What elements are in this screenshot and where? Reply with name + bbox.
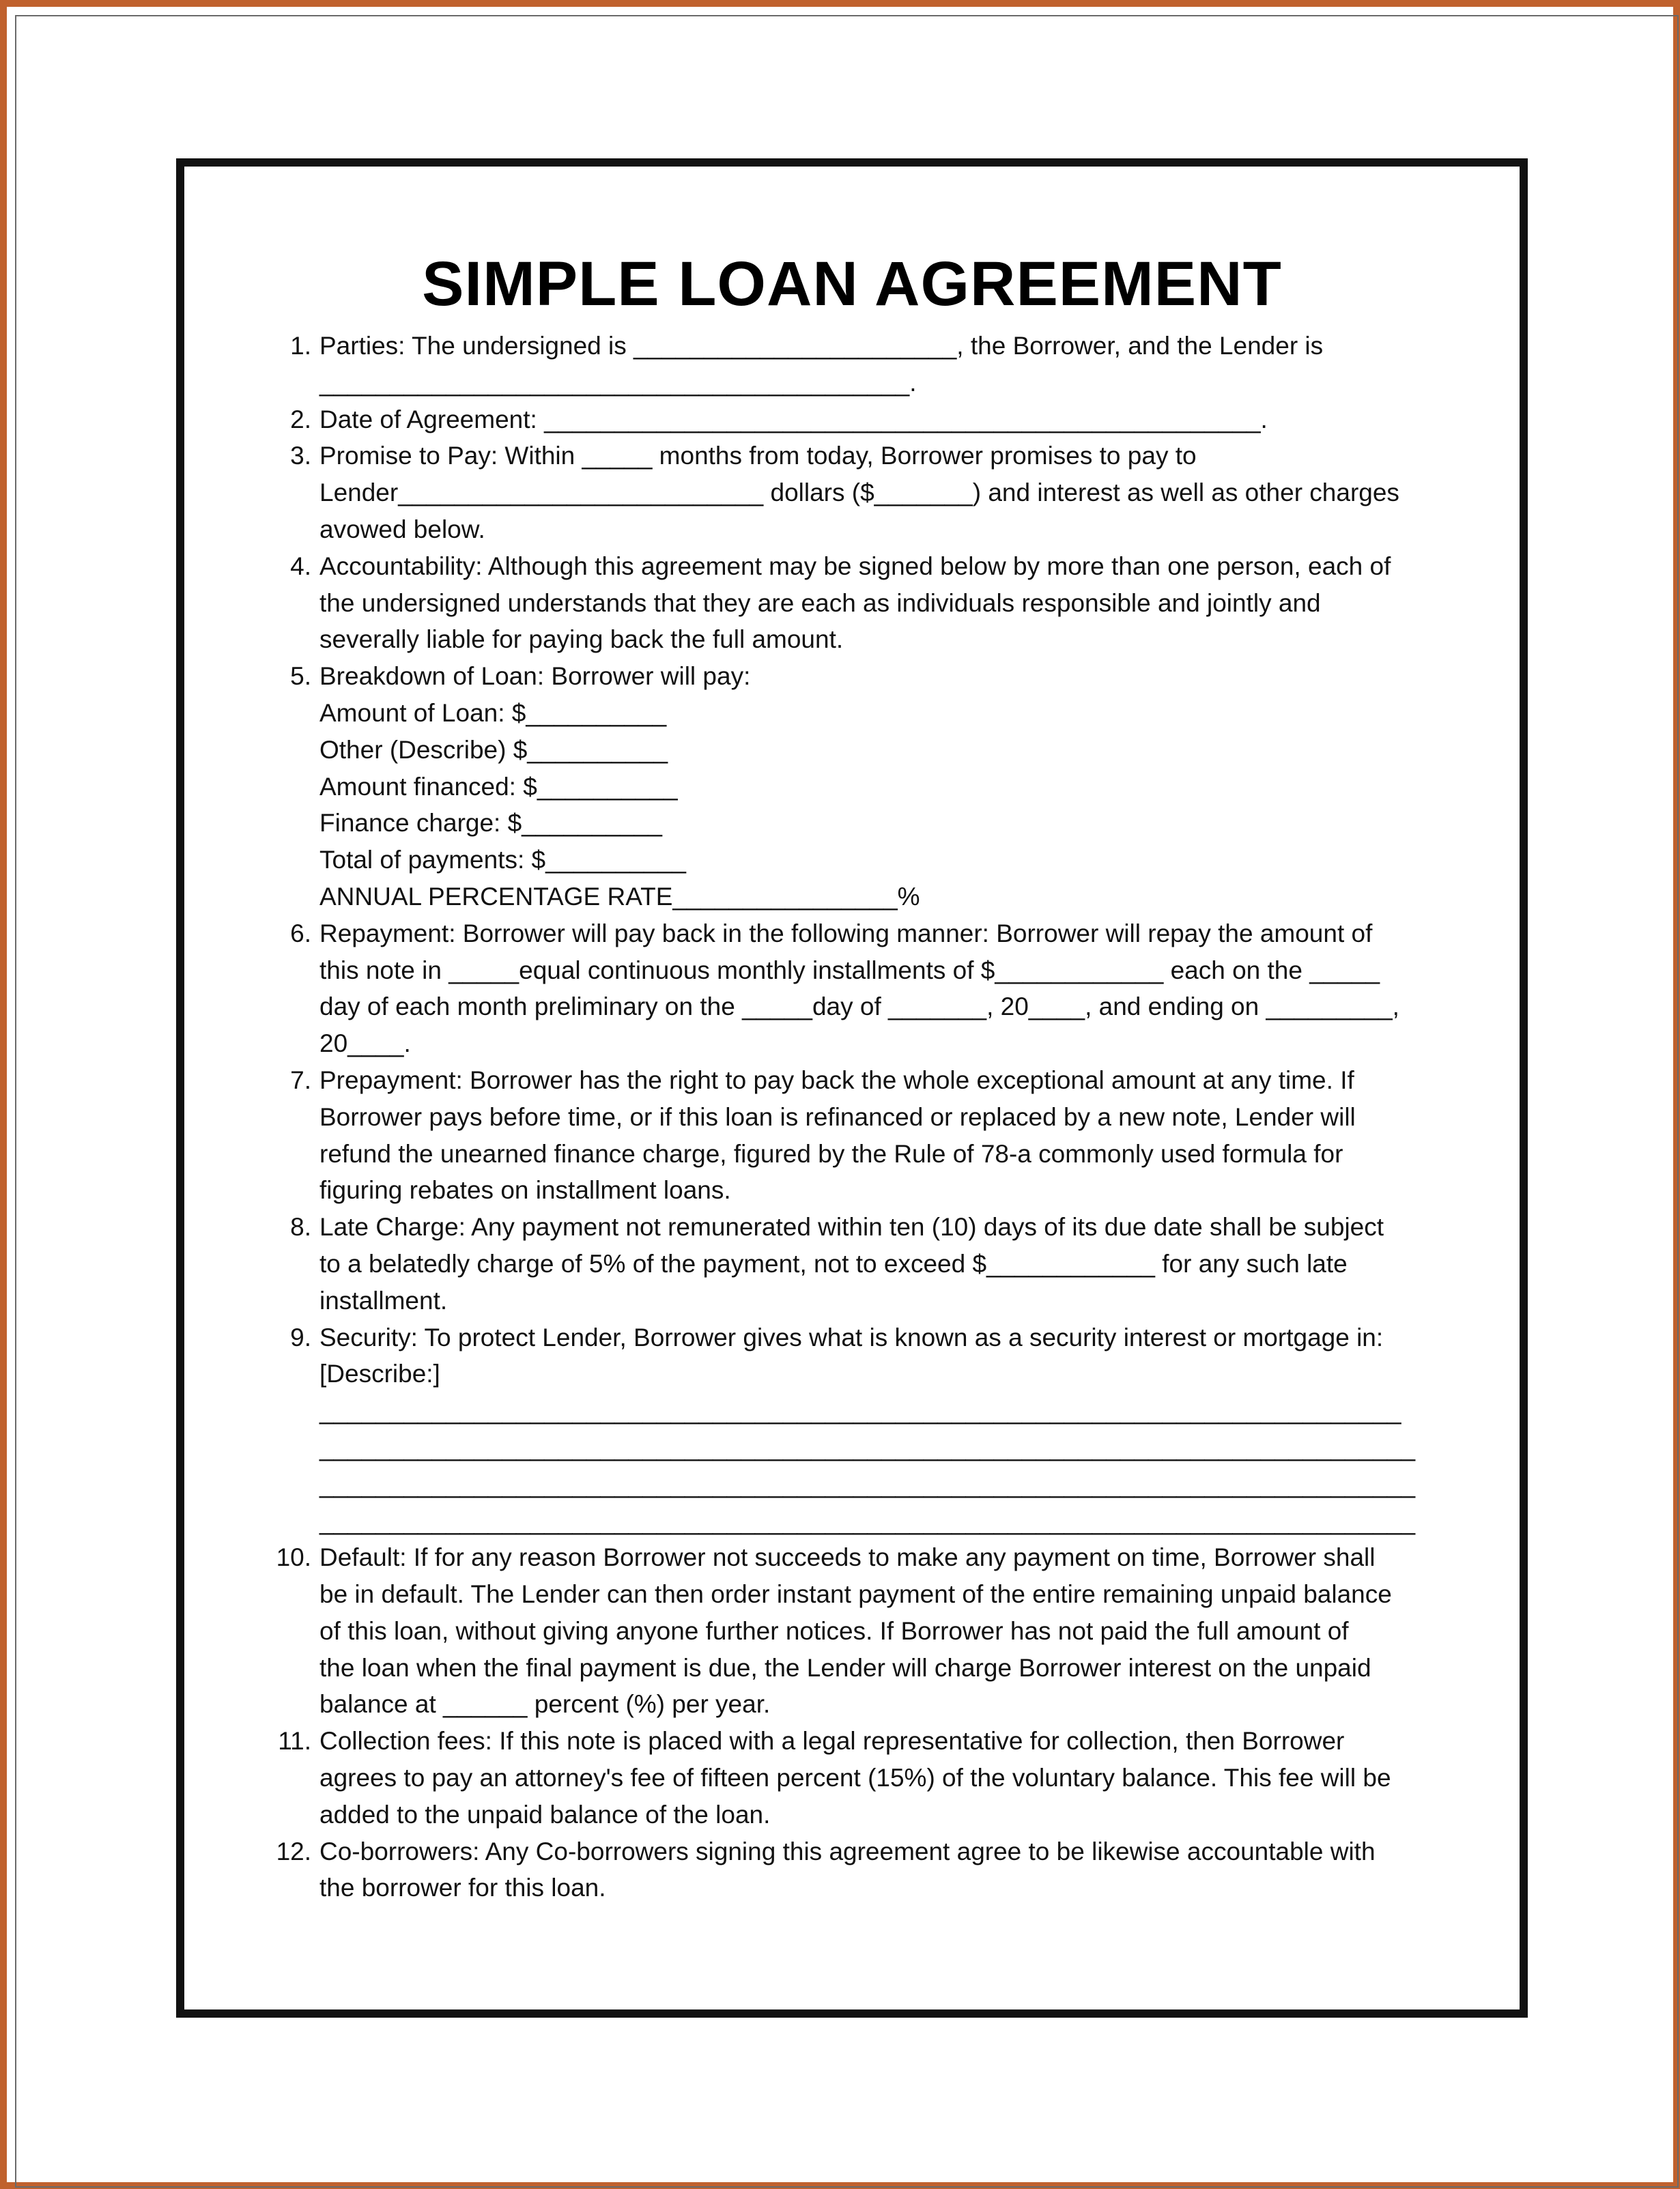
clause-number: 11. [278, 1727, 311, 1756]
clause-number: 4. [290, 552, 311, 580]
clause-text-line: ANNUAL PERCENTAGE RATE________________% [319, 882, 920, 911]
clause-number: 10. [276, 1543, 311, 1572]
clause-item [270, 1539, 1499, 1723]
clause-item [270, 401, 1499, 438]
clause-number: 6. [290, 919, 311, 947]
document-title: SIMPLE LOAN AGREEMENT [422, 249, 1282, 319]
clause-text-line: to a belatedly charge of 5% of the payment, not to exceed $____________ for any such late [319, 1249, 1348, 1278]
clause-text-line: this note in _____equal continuous monthly installments of $____________ each on the _____ [319, 956, 1380, 984]
clause-text-line: Default: If for any reason Borrower not succeeds to make any payment on time, Borrower shall [319, 1543, 1376, 1572]
clause-text-line: [Describe:] [319, 1360, 440, 1388]
clause-text-line: Total of payments: $__________ [319, 846, 686, 874]
clause-text-line: Breakdown of Loan: Borrower will pay: [319, 662, 751, 691]
clause-number: 12. [276, 1837, 311, 1865]
clause-item [270, 438, 1499, 547]
clause-text-line: Late Charge: Any payment not remunerated within ten (10) days of its due date shall be subject [319, 1213, 1384, 1242]
clause-text-line: Borrower pays before time, or if this loan is refinanced or replaced by a new note, Lender will [319, 1102, 1356, 1131]
clause-text-line: Prepayment: Borrower has the right to pay back the whole exceptional amount at any time. If [319, 1065, 1354, 1094]
clause-text-line: Co-borrowers: Any Co-borrowers signing this agreement agree to be likewise accountable with [319, 1837, 1376, 1865]
clause-item [270, 1833, 1499, 1907]
clause-item [270, 658, 1499, 915]
clause-text-line: 20____. [319, 1029, 411, 1058]
clause-item [270, 1209, 1499, 1319]
clause-item [270, 1723, 1499, 1833]
clause-text-line: be in default. The Lender can then order instant payment of the entire remaining unpaid balance [319, 1580, 1392, 1609]
clause-text-line: added to the unpaid balance of the loan. [319, 1800, 771, 1829]
clause-list [270, 328, 1499, 1906]
clause-text-line: __________________________________________. [319, 368, 917, 397]
clause-text-line: Amount financed: $__________ [319, 772, 678, 801]
clause-text-line: ______________________________________________________________________________ [319, 1506, 1416, 1535]
clause-text-line: the undersigned understands that they are each as individuals responsible and jointly and [319, 588, 1321, 617]
loan-agreement-document [176, 158, 1528, 2018]
clause-text-line: avowed below. [319, 515, 485, 543]
clause-number: 2. [290, 405, 311, 433]
clause-item [270, 915, 1499, 1062]
clause-text-line: agrees to pay an attorney's fee of fifteen percent (15%) of the voluntary balance. This fee will be [319, 1764, 1391, 1792]
clause-text-line: Other (Describe) $__________ [319, 735, 668, 764]
clause-item [270, 1319, 1499, 1540]
clause-text-line: the loan when the final payment is due, the Lender will charge Borrower interest on the unpaid [319, 1653, 1371, 1682]
clause-text-line: day of each month preliminary on the _____day of _______, 20____, and ending on _________, [319, 992, 1399, 1021]
clause-text-line: Amount of Loan: $__________ [319, 698, 667, 727]
clause-text-line: refund the unearned finance charge, figured by the Rule of 78-a commonly used formula for [319, 1139, 1343, 1168]
clause-item [270, 328, 1499, 401]
clause-text-line: Finance charge: $__________ [319, 809, 662, 838]
clause-text-line: Repayment: Borrower will pay back in the following manner: Borrower will repay the amount of [319, 919, 1373, 947]
clause-text-line: the borrower for this loan. [319, 1874, 606, 1902]
clause-text-line: _____________________________________________________________________________ [319, 1397, 1401, 1425]
clause-number: 8. [290, 1213, 311, 1242]
clause-text-line: Parties: The undersigned is _______________________, the Borrower, and the Lender is [319, 332, 1324, 360]
clause-text-line: ______________________________________________________________________________ [319, 1433, 1416, 1461]
clause-number: 1. [290, 332, 311, 360]
clause-text-line: ______________________________________________________________________________ [319, 1470, 1416, 1498]
clause-text-line: figuring rebates on installment loans. [319, 1176, 731, 1205]
clause-text-line: balance at ______ percent (%) per year. [319, 1690, 771, 1719]
clause-text-line: Accountability: Although this agreement may be signed below by more than one person, each of [319, 552, 1391, 580]
clause-text-line: Date of Agreement: ___________________________________________________. [319, 405, 1268, 433]
clause-item [270, 548, 1499, 658]
clause-number: 5. [290, 662, 311, 691]
clause-text-line: Promise to Pay: Within _____ months from today, Borrower promises to pay to [319, 442, 1197, 470]
clause-text-line: installment. [319, 1286, 448, 1315]
clause-text-line: Security: To protect Lender, Borrower gives what is known as a security interest or mortgage in: [319, 1323, 1384, 1351]
clause-number: 9. [290, 1323, 311, 1351]
clause-number: 7. [290, 1065, 311, 1094]
clause-number: 3. [290, 442, 311, 470]
clause-text-line: Lender__________________________ dollars ($_______) and interest as well as other charges [319, 478, 1399, 507]
clause-text-line: of this loan, without giving anyone further notices. If Borrower has not paid the full amount of [319, 1616, 1349, 1645]
clause-text-line: severally liable for paying back the full amount. [319, 625, 844, 654]
clause-text-line: Collection fees: If this note is placed with a legal representative for collection, then Borrower [319, 1727, 1345, 1756]
clause-item [270, 1062, 1499, 1209]
